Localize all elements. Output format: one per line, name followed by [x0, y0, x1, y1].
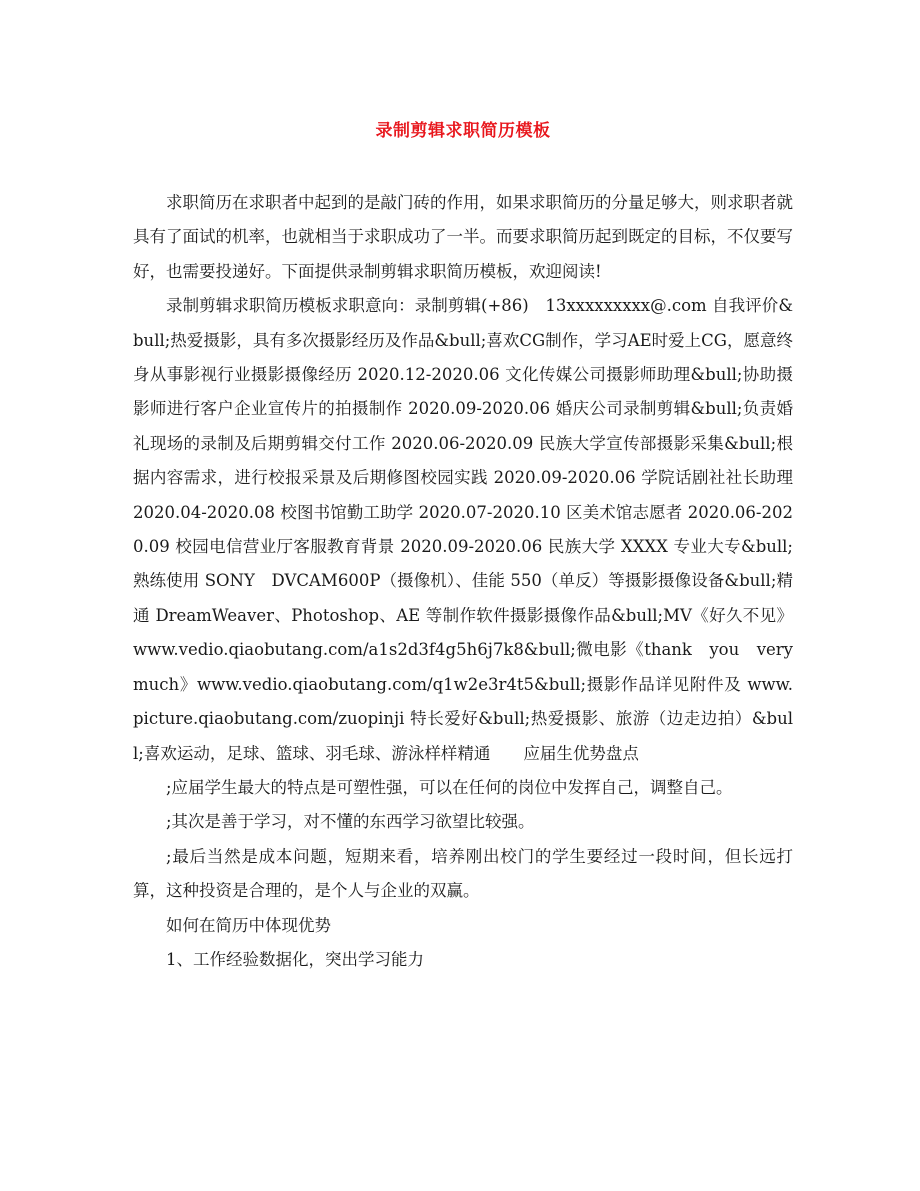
resume-template-paragraph: 录制剪辑求职简历模板求职意向：录制剪辑(+86) 13xxxxxxxxx@.com 自我评价&bull;热爱摄影，具有多次摄影经历及作品&bull;喜欢CG制作，学习AE时爱上CG，愿意终身从事影视行业摄影摄像经历 2020.12-2020.06 文化传媒公司摄影师助理&bull;协助摄影师进行客户企业宣传片的拍摄制作 2020.09-2020.06 婚庆公司录制剪辑&bull;负责婚礼现场的录制及后期剪辑交付工作 2020.06-2020.09 民族大学宣传部摄影采集&bull;根据内容需求，进行校报采景及后期修图校园实践 2020.09-2020.06 学院话剧社社长助理 2020.04-2020.08 校图书馆勤工助学 2020.07-2020.10 区美术馆志愿者 2020.06-2020.09 校园电信营业厅客服教育背景 2020.09-2020.06 民族大学 XXXX 专业大专&bull;熟练使用 SONY DVCAM600P（摄像机）、佳能 550（单反）等摄影摄像设备&bull;精通 DreamWeaver、Photoshop、AE 等制作软件摄影摄像作品&bull;MV《好久不见》 www.vedio.qiaobutang.com/a1s2d3f4g5h6j7k8&bull;微电影《thank you very much》www.vedio.qiaobutang.com/q1w2e3r4t5&bull;摄影作品详见附件及 www.picture.qiaobutang.com/zuopinji 特长爱好&bull;热爱摄影、旅游（边走边拍）&bull;喜欢运动，足球、篮球、羽毛球、游泳样样精通 应届生优势盘点 [133, 296, 793, 763]
advantage-paragraph-1: ;应届学生最大的特点是可塑性强，可以在任何的岗位中发挥自己，调整自己。 [166, 777, 733, 797]
document-title: 录制剪辑求职简历模板 [375, 121, 551, 141]
advantage-paragraph-2: ;其次是善于学习，对不懂的东西学习欲望比较强。 [166, 812, 535, 832]
advantage-paragraph-3: ;最后当然是成本问题，短期来看，培养刚出校门的学生要经过一段时间，但长远打算，这种投资是合理的，是个人与企业的双赢。 [133, 846, 793, 901]
section-point-1: 1、工作经验数据化，突出学习能力 [166, 949, 424, 969]
intro-paragraph: 求职简历在求职者中起到的是敲门砖的作用，如果求职简历的分量足够大，则求职者就具有了面试的机率，也就相当于求职成功了一半。而要求职简历起到既定的目标，不仅要写好，也需要投递好。下面提供录制剪辑求职简历模板，欢迎阅读! [133, 193, 793, 281]
document-body [133, 186, 793, 977]
section-heading: 如何在简历中体现优势 [166, 915, 331, 935]
